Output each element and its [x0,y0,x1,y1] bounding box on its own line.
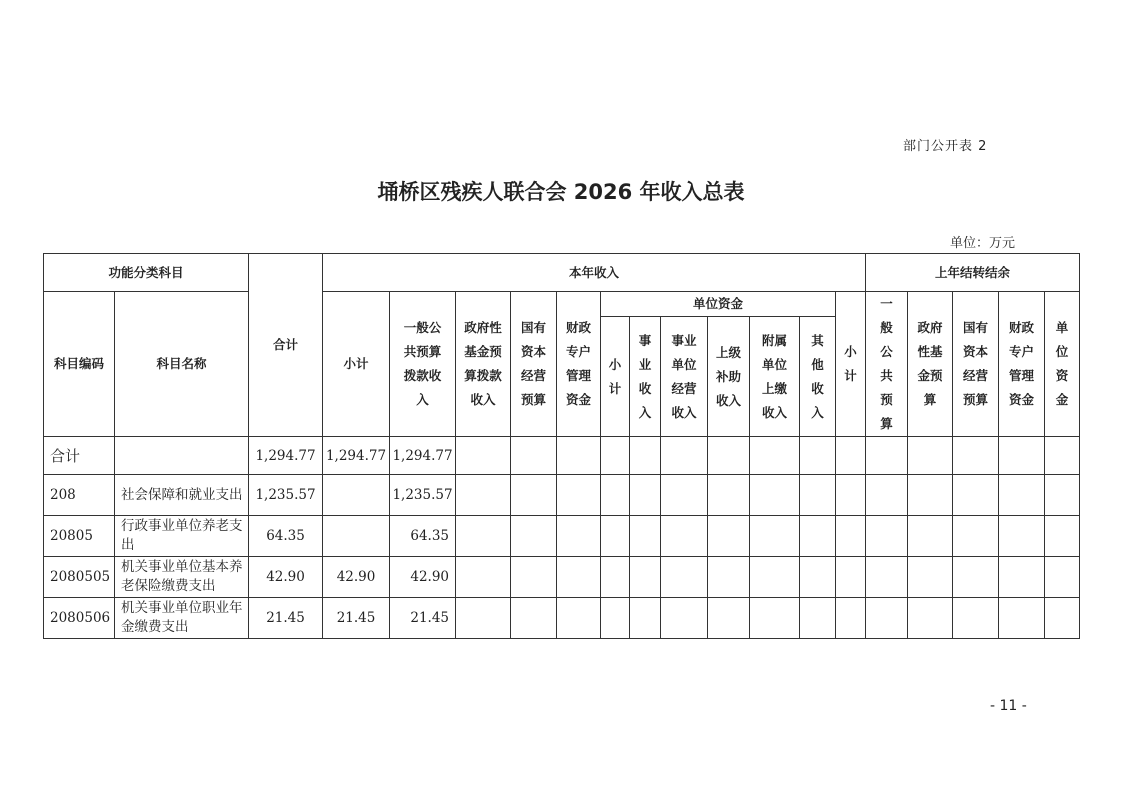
header-state-capital: 国有 资本 经营 预算 [511,292,557,437]
row-name: 机关事业单位基本养老保险缴费支出 [115,557,249,598]
page-label: 部门公开表 2 [903,139,988,154]
header-affiliated-income: 附属 单位 上缴 收入 [750,317,800,437]
unit-label: 单位：万元 [950,236,1016,251]
header-total: 合计 [249,254,323,437]
income-summary-table [43,253,1080,639]
header-fiscal-special: 财政 专户 管理 资金 [557,292,601,437]
header-prior-balance: 上年结转结余 [866,254,1080,292]
header-unit-funds: 单位资金 [601,292,836,317]
header-pb-fiscal-special: 财政 专户 管理 资金 [999,292,1045,437]
table-row [44,437,1080,475]
row-total: 64.35 [249,516,323,557]
row-code: 20805 [44,516,115,557]
row-total: 21.45 [249,598,323,639]
row-general: 1,294.77 [390,437,456,475]
row-general: 1,235.57 [390,475,456,516]
table-row [44,516,1080,557]
header-career-income: 事 业 收 入 [630,317,661,437]
row-code: 2080505 [44,557,115,598]
header-code: 科目编码 [44,292,115,437]
header-business-income: 事业 单位 经营 收入 [661,317,708,437]
row-subtotal: 42.90 [323,557,390,598]
header-other-income: 其 他 收 入 [800,317,836,437]
row-general: 42.90 [390,557,456,598]
row-subtotal [323,516,390,557]
row-subtotal [323,475,390,516]
header-func-class: 功能分类科目 [44,254,249,292]
table-row [44,475,1080,516]
row-total: 1,235.57 [249,475,323,516]
row-total: 1,294.77 [249,437,323,475]
header-pb-unit-funds: 单 位 资 金 [1045,292,1080,437]
header-current-income: 本年收入 [323,254,866,292]
header-subtotal: 小计 [323,292,390,437]
header-pb-subtotal: 小 计 [836,292,866,437]
row-code: 208 [44,475,115,516]
page-number: - 11 - [990,698,1027,714]
row-code: 合计 [44,437,115,475]
table-row [44,598,1080,639]
row-general: 21.45 [390,598,456,639]
header-name: 科目名称 [115,292,249,437]
row-subtotal: 21.45 [323,598,390,639]
row-total: 42.90 [249,557,323,598]
header-pb-gov-fund: 政府 性基 金预 算 [908,292,953,437]
header-pb-general: 一 般 公 共 预 算 [866,292,908,437]
header-superior-subsidy: 上级 补助 收入 [708,317,750,437]
header-pb-state-capital: 国有 资本 经营 预算 [953,292,999,437]
table-row [44,557,1080,598]
row-name: 机关事业单位职业年金缴费支出 [115,598,249,639]
row-name: 行政事业单位养老支出 [115,516,249,557]
header-gov-fund: 政府性 基金预 算拨款 收入 [456,292,511,437]
page-title: 埇桥区残疾人联合会 2026 年收入总表 [377,180,745,204]
row-subtotal: 1,294.77 [323,437,390,475]
row-general: 64.35 [390,516,456,557]
row-code: 2080506 [44,598,115,639]
header-uf-subtotal: 小 计 [601,317,630,437]
row-name [115,437,249,475]
row-name: 社会保障和就业支出 [115,475,249,516]
header-general-budget: 一般公 共预算 拨款收 入 [390,292,456,437]
